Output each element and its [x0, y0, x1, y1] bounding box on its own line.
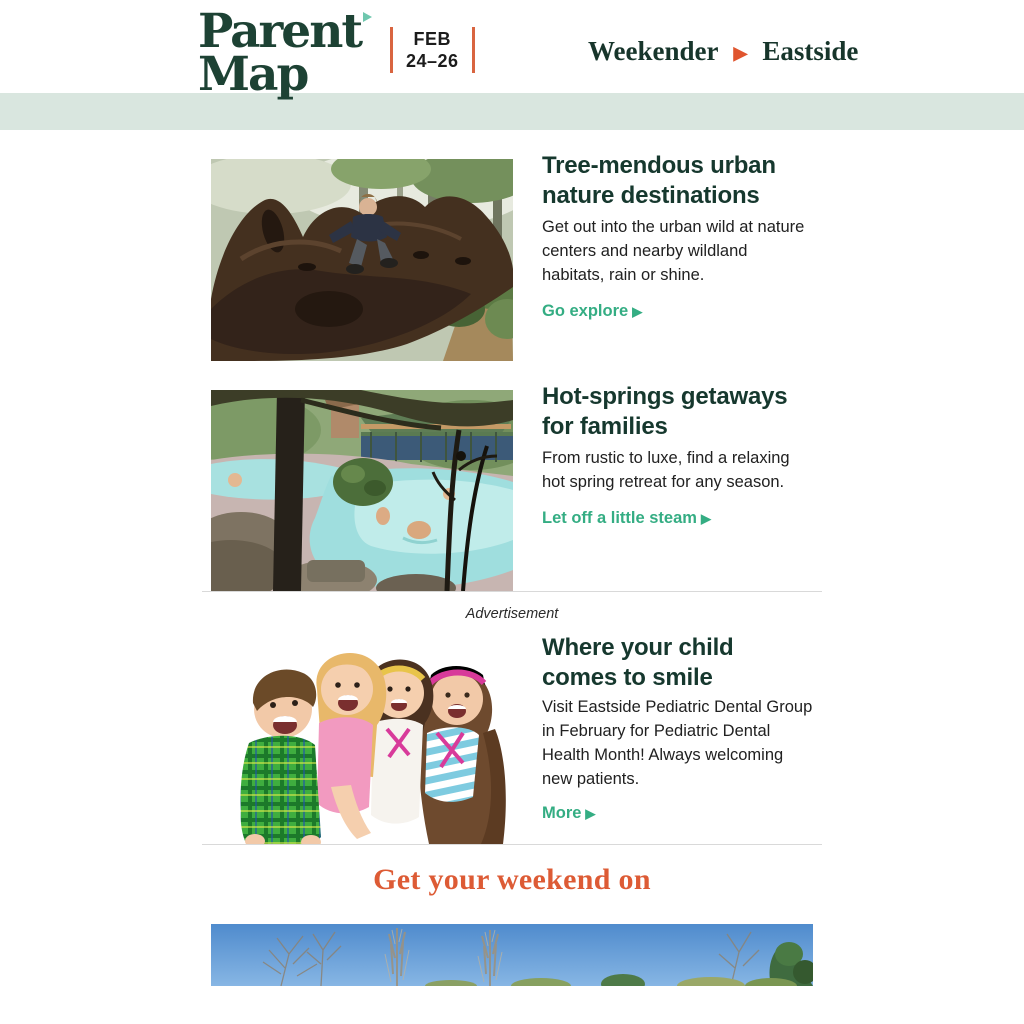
advertisement-label: Advertisement: [465, 606, 559, 622]
let-off-steam-link[interactable]: Let off a little steam ▶: [542, 509, 711, 527]
article-title: Hot-springs getaways for families: [542, 383, 788, 440]
ad-text: [542, 633, 813, 844]
edition-title: [588, 36, 858, 67]
ad-body: Visit Eastside Pediatric Dental Group in February for Pediatric Dental Health Month! Always welcoming new patients.: [542, 698, 813, 788]
logo-line-1: Parent: [198, 8, 372, 55]
article-hot-springs-image[interactable]: [211, 390, 513, 591]
edition-arrow-icon: ▶: [733, 42, 748, 63]
cta-arrow-icon: ▶: [700, 511, 711, 526]
issue-date-month: FEB: [413, 29, 452, 49]
weekend-section-heading: Get your weekend on: [373, 863, 651, 896]
date-bar-left: [390, 27, 393, 73]
newsletter-header: [0, 0, 1024, 130]
article-body: Get out into the urban wild at nature centers and nearby wildland habitats, rain or shine.: [542, 218, 805, 284]
article-tree-nature: [211, 152, 813, 361]
weekend-feature-image[interactable]: [211, 924, 813, 986]
article-tree-nature-image[interactable]: [211, 159, 513, 361]
article-tree-nature-text: [542, 151, 813, 361]
ad-dental-group: [211, 634, 813, 844]
issue-date-days: 24–26: [406, 51, 459, 71]
section-divider: [202, 591, 822, 592]
article-title: Tree-mendous urban nature destinations: [542, 152, 776, 209]
issue-date: [406, 28, 459, 72]
logo-leaf-icon: [363, 12, 372, 22]
article-body: From rustic to luxe, find a relaxing hot spring retreat for any season.: [542, 449, 790, 491]
go-explore-link[interactable]: Go explore ▶: [542, 302, 643, 320]
issue-date-block: [390, 27, 475, 73]
article-hot-springs: [211, 383, 813, 591]
edition-name: Weekender: [588, 36, 719, 66]
article-hot-springs-text: [542, 382, 813, 591]
cta-arrow-icon: ▶: [632, 304, 643, 319]
logo-line-2: Map: [198, 47, 308, 102]
ad-children-image[interactable]: [211, 637, 513, 844]
ad-more-link[interactable]: More ▶: [542, 804, 596, 822]
cta-arrow-icon: ▶: [585, 806, 596, 821]
edition-region: Eastside: [762, 36, 859, 66]
mint-band: [0, 93, 1024, 130]
section-divider: [202, 844, 822, 845]
ad-title: Where your child comes to smile: [542, 634, 734, 691]
parentmap-logo[interactable]: [198, 4, 372, 102]
date-bar-right: [472, 27, 475, 73]
